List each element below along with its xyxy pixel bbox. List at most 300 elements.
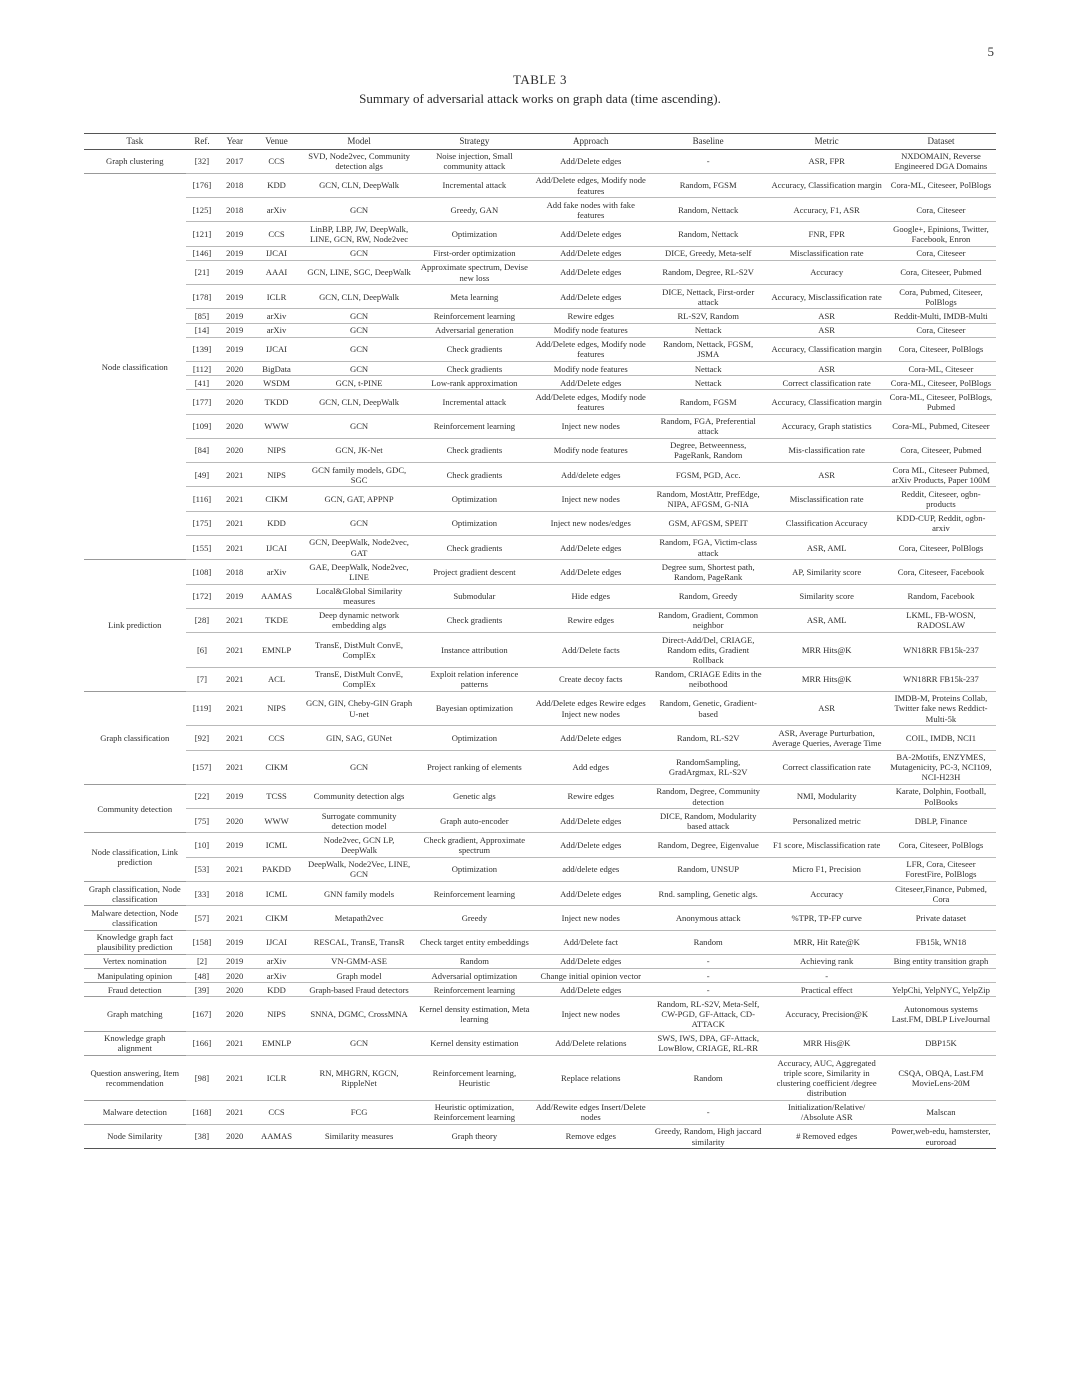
table-row (84, 882, 996, 906)
cell-ref: [176] (186, 173, 219, 197)
cell-metric: Achieving rank (767, 954, 885, 968)
cell-baseline: Nettack (649, 362, 767, 376)
cell-year: 2021 (218, 535, 251, 559)
column-header: Year (218, 134, 251, 150)
cell-strategy: Check gradients (416, 362, 532, 376)
table-row (84, 511, 996, 535)
cell-strategy: Graph theory (416, 1124, 532, 1148)
cell-dataset: IMDB-M, Proteins Collab, Twitter fake news Reddict-Multi-5k (886, 691, 996, 725)
cell-baseline: Random, Genetic, Gradient-based (649, 691, 767, 725)
cell-ref: [49] (186, 463, 219, 487)
cell-metric: Correct classification rate (767, 750, 885, 784)
cell-model: RESCAL, TransE, TransR (302, 930, 416, 954)
cell-baseline: - (649, 149, 767, 173)
cell-dataset: Bing entity transition graph (886, 954, 996, 968)
cell-ref: [57] (186, 906, 219, 930)
cell-dataset: Cora-ML, Citeseer, PolBlogs (886, 376, 996, 390)
cell-dataset: NXDOMAIN, Reverse Engineered DGA Domains (886, 149, 996, 173)
cell-year: 2019 (218, 309, 251, 323)
cell-model: RN, MHGRN, KGCN, RippleNet (302, 1056, 416, 1101)
cell-strategy: Instance attribution (416, 633, 532, 667)
cell-model: Local&Global Similarity measures (302, 584, 416, 608)
cell-year: 2019 (218, 260, 251, 284)
cell-year: 2020 (218, 1124, 251, 1148)
cell-year: 2021 (218, 906, 251, 930)
cell-year: 2019 (218, 954, 251, 968)
cell-year: 2018 (218, 173, 251, 197)
cell-metric: MRR Hits@K (767, 633, 885, 667)
table-row (84, 438, 996, 462)
cell-dataset: Reddit, Citeseer, ogbn-products (886, 487, 996, 511)
cell-metric: FNR, FPR (767, 222, 885, 246)
table-row (84, 1100, 996, 1124)
cell-venue: CIKM (251, 906, 302, 930)
cell-strategy: Exploit relation inference patterns (416, 667, 532, 691)
cell-ref: [98] (186, 1056, 219, 1101)
cell-strategy: Check target entity embeddings (416, 930, 532, 954)
cell-approach: Add/Delete edges, Modify node features (533, 173, 649, 197)
cell-dataset: LFR, Cora, Citeseer ForestFire, PolBlogs (886, 857, 996, 881)
cell-year: 2021 (218, 691, 251, 725)
cell-approach: Add fake nodes with fake features (533, 198, 649, 222)
cell-venue: KDD (251, 511, 302, 535)
cell-strategy: Graph auto-encoder (416, 809, 532, 833)
cell-strategy: Optimization (416, 857, 532, 881)
cell-metric: # Removed edges (767, 1124, 885, 1148)
cell-strategy: Check gradients (416, 463, 532, 487)
cell-ref: [108] (186, 560, 219, 584)
cell-ref: [41] (186, 376, 219, 390)
cell-venue: arXiv (251, 560, 302, 584)
cell-metric: Similarity score (767, 584, 885, 608)
cell-venue: CCS (251, 1100, 302, 1124)
cell-strategy: Meta learning (416, 285, 532, 309)
cell-strategy: Project ranking of elements (416, 750, 532, 784)
cell-model: LinBP, LBP, JW, DeepWalk, LINE, GCN, RW, Node2vec (302, 222, 416, 246)
cell-ref: [28] (186, 608, 219, 632)
cell-baseline: - (649, 954, 767, 968)
cell-model: Surrogate community detection model (302, 809, 416, 833)
column-header: Model (302, 134, 416, 150)
cell-metric: Accuracy (767, 882, 885, 906)
cell-approach: Create decoy facts (533, 667, 649, 691)
cell-model: Graph model (302, 969, 416, 983)
task-cell: Graph matching (84, 997, 186, 1031)
cell-ref: [21] (186, 260, 219, 284)
table-label: TABLE 3 (512, 72, 568, 87)
cell-strategy: Submodular (416, 584, 532, 608)
cell-venue: WWW (251, 414, 302, 438)
cell-dataset: BA-2Motifs, ENZYMES, Mutagenicity, PC-3, NCI109, NCI-H23H (886, 750, 996, 784)
cell-dataset: Cora-ML, Pubmed, Citeseer (886, 414, 996, 438)
cell-dataset: Cora, Citeseer, Pubmed (886, 260, 996, 284)
cell-year: 2018 (218, 198, 251, 222)
cell-ref: [53] (186, 857, 219, 881)
cell-venue: WSDM (251, 376, 302, 390)
cell-strategy: Kernel density estimation (416, 1031, 532, 1055)
task-cell: Graph clustering (84, 149, 186, 173)
task-cell: Node Similarity (84, 1124, 186, 1148)
cell-metric: Accuracy, Misclassification rate (767, 285, 885, 309)
cell-ref: [112] (186, 362, 219, 376)
cell-venue: AAMAS (251, 584, 302, 608)
table-row (84, 260, 996, 284)
cell-venue: EMNLP (251, 1031, 302, 1055)
cell-strategy: Greedy (416, 906, 532, 930)
cell-venue: CIKM (251, 487, 302, 511)
cell-year: 2021 (218, 487, 251, 511)
task-cell: Link prediction (84, 560, 186, 692)
cell-model: GCN (302, 246, 416, 260)
cell-approach: Add/Delete edges (533, 833, 649, 857)
cell-year: 2019 (218, 833, 251, 857)
cell-baseline: Nettack (649, 323, 767, 337)
cell-baseline: Random, UNSUP (649, 857, 767, 881)
cell-strategy: Optimization (416, 222, 532, 246)
cell-approach: Add/Delete edges (533, 285, 649, 309)
cell-baseline: Random, Degree, RL-S2V (649, 260, 767, 284)
cell-year: 2019 (218, 222, 251, 246)
cell-venue: AAAI (251, 260, 302, 284)
cell-dataset: Cora, Citeseer, PolBlogs (886, 833, 996, 857)
cell-venue: ICML (251, 882, 302, 906)
cell-ref: [119] (186, 691, 219, 725)
cell-approach: Add/Delete facts (533, 633, 649, 667)
cell-baseline: Random, CRIAGE Edits in the neibothood (649, 667, 767, 691)
cell-baseline: - (649, 969, 767, 983)
cell-venue: IJCAI (251, 535, 302, 559)
cell-metric: Misclassification rate (767, 487, 885, 511)
cell-venue: NIPS (251, 691, 302, 725)
table-row (84, 222, 996, 246)
cell-metric: Practical effect (767, 983, 885, 997)
cell-venue: ACL (251, 667, 302, 691)
column-header: Metric (767, 134, 885, 150)
cell-ref: [178] (186, 285, 219, 309)
cell-year: 2021 (218, 1056, 251, 1101)
cell-strategy: Adversarial generation (416, 323, 532, 337)
cell-dataset: LKML, FB-WOSN, RADOSLAW (886, 608, 996, 632)
cell-ref: [121] (186, 222, 219, 246)
cell-ref: [75] (186, 809, 219, 833)
cell-metric: Accuracy, Classification margin (767, 173, 885, 197)
table-row (84, 309, 996, 323)
table-row (84, 487, 996, 511)
cell-model: GCN (302, 198, 416, 222)
cell-ref: [33] (186, 882, 219, 906)
cell-model: GCN, DeepWalk, Node2vec, GAT (302, 535, 416, 559)
cell-dataset: Malscan (886, 1100, 996, 1124)
cell-baseline: Rnd. sampling, Genetic algs. (649, 882, 767, 906)
task-cell: Graph classification (84, 691, 186, 784)
cell-model: Graph-based Fraud detectors (302, 983, 416, 997)
cell-year: 2019 (218, 285, 251, 309)
cell-model: GCN, CLN, DeepWalk (302, 390, 416, 414)
cell-ref: [116] (186, 487, 219, 511)
column-header: Strategy (416, 134, 532, 150)
table-row (84, 809, 996, 833)
cell-approach: Add edges (533, 750, 649, 784)
column-header: Baseline (649, 134, 767, 150)
cell-dataset: Reddit-Multi, IMDB-Multi (886, 309, 996, 323)
table-header-row (84, 134, 996, 150)
table-row (84, 198, 996, 222)
cell-metric: ASR (767, 463, 885, 487)
cell-model: GNN family models (302, 882, 416, 906)
cell-ref: [125] (186, 198, 219, 222)
cell-ref: [109] (186, 414, 219, 438)
cell-metric: ASR, Average Purturbation, Average Queries, Average Time (767, 726, 885, 750)
cell-baseline: Random, Greedy (649, 584, 767, 608)
cell-strategy: Check gradients (416, 438, 532, 462)
task-cell: Node classification, Link prediction (84, 833, 186, 882)
cell-strategy: Reinforcement learning (416, 309, 532, 323)
cell-approach: add/delete edges (533, 857, 649, 881)
cell-strategy: Optimization (416, 487, 532, 511)
cell-metric: ASR, FPR (767, 149, 885, 173)
cell-venue: ICLR (251, 1056, 302, 1101)
cell-approach: Hide edges (533, 584, 649, 608)
cell-model: GCN (302, 750, 416, 784)
cell-model: GCN, LINE, SGC, DeepWalk (302, 260, 416, 284)
cell-baseline: Random, Degree, Community detection (649, 784, 767, 808)
cell-metric: ASR, AML (767, 608, 885, 632)
cell-venue: KDD (251, 173, 302, 197)
cell-dataset: WN18RR FB15k-237 (886, 667, 996, 691)
table-row (84, 969, 996, 983)
cell-strategy: Low-rank approximation (416, 376, 532, 390)
cell-venue: CCS (251, 222, 302, 246)
table-row (84, 414, 996, 438)
cell-approach: Add/Delete edges (533, 246, 649, 260)
cell-ref: [92] (186, 726, 219, 750)
table-row (84, 691, 996, 725)
cell-year: 2021 (218, 667, 251, 691)
cell-approach: Add/Delete edges, Modify node features (533, 390, 649, 414)
cell-approach: Add/Delete edges (533, 149, 649, 173)
cell-baseline: Greedy, Random, High jaccard similarity (649, 1124, 767, 1148)
cell-approach: Add/Delete edges (533, 222, 649, 246)
task-cell: Manipulating opinion (84, 969, 186, 983)
cell-strategy: Check gradient, Approximate spectrum (416, 833, 532, 857)
cell-ref: [175] (186, 511, 219, 535)
cell-strategy: Check gradients (416, 608, 532, 632)
cell-approach: Add/Delete edges (533, 954, 649, 968)
cell-approach: Add/Delete fact (533, 930, 649, 954)
cell-year: 2020 (218, 414, 251, 438)
cell-metric: ASR (767, 323, 885, 337)
cell-baseline: Degree sum, Shortest path, Random, PageRank (649, 560, 767, 584)
cell-approach: Add/Delete edges (533, 535, 649, 559)
cell-venue: IJCAI (251, 337, 302, 361)
cell-strategy: First-order optimization (416, 246, 532, 260)
cell-ref: [6] (186, 633, 219, 667)
cell-approach: Inject new nodes (533, 487, 649, 511)
table-row (84, 750, 996, 784)
cell-metric: ASR, AML (767, 535, 885, 559)
cell-approach: Add/Rewite edges Insert/Delete nodes (533, 1100, 649, 1124)
table-row (84, 633, 996, 667)
cell-model: GCN, GIN, Cheby-GIN Graph U-net (302, 691, 416, 725)
cell-dataset: Citeseer,Finance, Pubmed, Cora (886, 882, 996, 906)
cell-ref: [14] (186, 323, 219, 337)
cell-dataset: YelpChi, YelpNYC, YelpZip (886, 983, 996, 997)
cell-ref: [177] (186, 390, 219, 414)
task-cell: Graph classification, Node classification (84, 882, 186, 906)
cell-baseline: Nettack (649, 376, 767, 390)
cell-year: 2021 (218, 633, 251, 667)
cell-approach: Rewire edges (533, 608, 649, 632)
table-row (84, 954, 996, 968)
cell-model: GCN (302, 323, 416, 337)
cell-dataset: Cora ML, Citeseer Pubmed, arXiv Products, Paper 100M (886, 463, 996, 487)
cell-baseline: Random, FGSM (649, 173, 767, 197)
cell-metric: Accuracy, Classification margin (767, 390, 885, 414)
cell-venue: WWW (251, 809, 302, 833)
cell-strategy: Genetic algs (416, 784, 532, 808)
table-row (84, 1124, 996, 1148)
cell-dataset: DBLP, Finance (886, 809, 996, 833)
cell-metric: ASR (767, 362, 885, 376)
table-row (84, 1031, 996, 1055)
cell-model: FCG (302, 1100, 416, 1124)
cell-venue: NIPS (251, 438, 302, 462)
cell-approach: Add/Delete edges (533, 560, 649, 584)
cell-model: Community detection algs (302, 784, 416, 808)
cell-metric: F1 score, Misclassification rate (767, 833, 885, 857)
cell-year: 2020 (218, 376, 251, 390)
task-cell: Question answering, Item recommendation (84, 1056, 186, 1101)
cell-metric: - (767, 969, 885, 983)
cell-strategy: Kernel density estimation, Meta learning (416, 997, 532, 1031)
cell-strategy: Random (416, 954, 532, 968)
cell-ref: [84] (186, 438, 219, 462)
cell-year: 2019 (218, 584, 251, 608)
cell-year: 2018 (218, 560, 251, 584)
cell-model: SVD, Node2vec, Community detection algs (302, 149, 416, 173)
cell-model: Similarity measures (302, 1124, 416, 1148)
cell-baseline: DICE, Greedy, Meta-self (649, 246, 767, 260)
cell-model: GCN, GAT, APPNP (302, 487, 416, 511)
cell-dataset: Cora, Citeseer, PolBlogs (886, 535, 996, 559)
cell-model: GCN (302, 511, 416, 535)
cell-approach: Add/Delete relations (533, 1031, 649, 1055)
cell-strategy: Heuristic optimization, Reinforcement learning (416, 1100, 532, 1124)
cell-venue: arXiv (251, 323, 302, 337)
cell-dataset: Cora, Citeseer, Pubmed (886, 438, 996, 462)
cell-baseline: Random, FGSM (649, 390, 767, 414)
cell-approach: Add/delete edges (533, 463, 649, 487)
cell-venue: CCS (251, 726, 302, 750)
cell-baseline: Direct-Add/Del, CRIAGE, Random edits, Gradient Rollback (649, 633, 767, 667)
cell-strategy: Optimization (416, 726, 532, 750)
table-row (84, 323, 996, 337)
cell-venue: ICML (251, 833, 302, 857)
cell-metric: Accuracy, Precision@K (767, 997, 885, 1031)
cell-strategy: Incremental attack (416, 173, 532, 197)
cell-metric: Accuracy, AUC, Aggregated triple score, Similarity in clustering coefficient /degree distribution (767, 1056, 885, 1101)
cell-model: SNNA, DGMC, CrossMNA (302, 997, 416, 1031)
cell-model: GCN family models, GDC, SGC (302, 463, 416, 487)
cell-dataset: Cora, Pubmed, Citeseer, PolBlogs (886, 285, 996, 309)
cell-strategy: Bayesian optimization (416, 691, 532, 725)
cell-venue: arXiv (251, 954, 302, 968)
table-row (84, 608, 996, 632)
column-header: Approach (533, 134, 649, 150)
cell-strategy: Check gradients (416, 337, 532, 361)
cell-year: 2021 (218, 726, 251, 750)
table-row (84, 246, 996, 260)
table-row (84, 390, 996, 414)
cell-dataset: Cora, Citeseer, PolBlogs (886, 337, 996, 361)
task-cell: Community detection (84, 784, 186, 833)
cell-venue: CCS (251, 149, 302, 173)
cell-metric: ASR (767, 309, 885, 323)
cell-year: 2020 (218, 969, 251, 983)
cell-venue: NIPS (251, 997, 302, 1031)
cell-ref: [22] (186, 784, 219, 808)
cell-venue: TCSS (251, 784, 302, 808)
cell-ref: [157] (186, 750, 219, 784)
cell-approach: Modify node features (533, 323, 649, 337)
cell-ref: [38] (186, 1124, 219, 1148)
cell-approach: Add/Delete edges Rewire edges Inject new nodes (533, 691, 649, 725)
cell-year: 2020 (218, 983, 251, 997)
cell-approach: Inject new nodes (533, 997, 649, 1031)
cell-approach: Add/Delete edges, Modify node features (533, 337, 649, 361)
table-row (84, 463, 996, 487)
cell-strategy: Reinforcement learning (416, 882, 532, 906)
cell-baseline: Random, FGA, Preferential attack (649, 414, 767, 438)
cell-ref: [172] (186, 584, 219, 608)
cell-baseline: Random, Nettack, FGSM, JSMA (649, 337, 767, 361)
cell-approach: Replace relations (533, 1056, 649, 1101)
cell-strategy: Approximate spectrum, Devise new loss (416, 260, 532, 284)
cell-venue: NIPS (251, 463, 302, 487)
cell-metric: MRR Hits@K (767, 667, 885, 691)
column-header: Task (84, 134, 186, 150)
cell-metric: Micro F1, Precision (767, 857, 885, 881)
cell-dataset: Karate, Dolphin, Football, PolBooks (886, 784, 996, 808)
column-header: Ref. (186, 134, 219, 150)
column-header: Dataset (886, 134, 996, 150)
table-row (84, 726, 996, 750)
cell-year: 2019 (218, 323, 251, 337)
cell-venue: TKDD (251, 390, 302, 414)
cell-model: TransE, DistMult ConvE, ComplEx (302, 633, 416, 667)
cell-baseline: - (649, 1100, 767, 1124)
cell-strategy: Reinforcement learning (416, 414, 532, 438)
cell-year: 2019 (218, 337, 251, 361)
task-cell: Malware detection (84, 1100, 186, 1124)
cell-dataset: COIL, IMDB, NCI1 (886, 726, 996, 750)
table-row (84, 857, 996, 881)
cell-baseline: Random, Nettack (649, 222, 767, 246)
cell-venue: ICLR (251, 285, 302, 309)
cell-approach: Rewire edges (533, 309, 649, 323)
table-row (84, 833, 996, 857)
cell-year: 2021 (218, 1031, 251, 1055)
cell-year: 2019 (218, 246, 251, 260)
table-row (84, 376, 996, 390)
table-row (84, 997, 996, 1031)
cell-year: 2021 (218, 750, 251, 784)
cell-model: Deep dynamic network embedding algs (302, 608, 416, 632)
table-row (84, 906, 996, 930)
cell-ref: [155] (186, 535, 219, 559)
cell-year: 2020 (218, 362, 251, 376)
cell-approach: Inject new nodes (533, 906, 649, 930)
